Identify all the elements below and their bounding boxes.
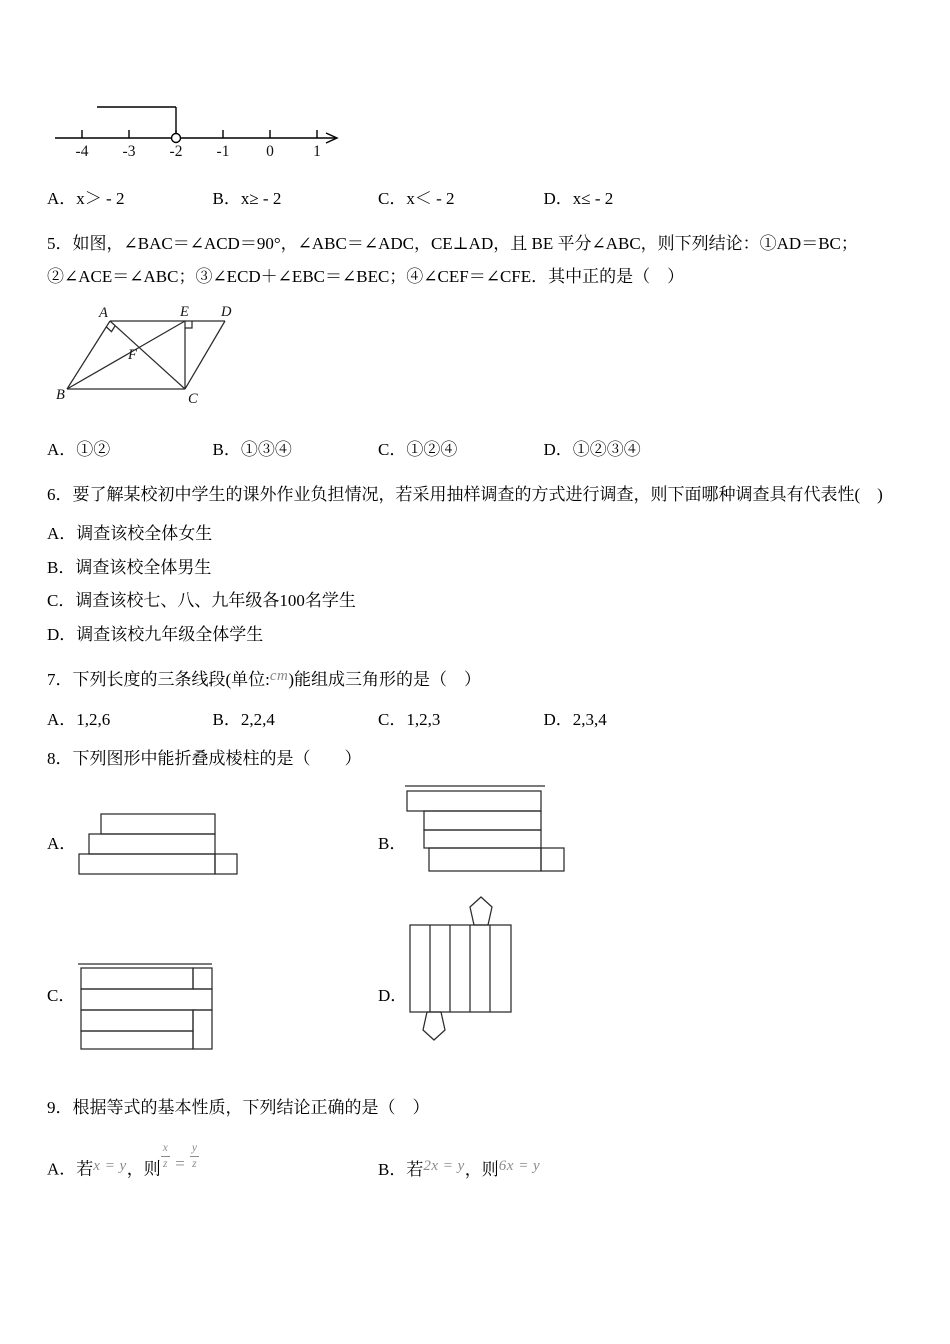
point-label-C: C [188,391,198,408]
fraction-numerator: x [161,1142,170,1157]
option-label: A．若 [47,1159,94,1179]
q9b-result: 6x = y [498,1157,541,1174]
q7-option-a [47,705,213,730]
q5-option-d [544,435,710,460]
q4-option-d [544,184,710,209]
q5-option-b [213,435,379,460]
option-text: 1,2,3 [406,709,441,729]
tick-label: -4 [75,143,89,160]
q9a-fraction-1 [161,1142,170,1170]
tick-label: -3 [122,143,136,160]
q9b-condition: 2x = y [423,1157,465,1174]
option-text: 调查该校全体男生 [75,557,212,577]
fraction-denominator: z [163,1157,168,1170]
q5-geometry-figure [55,299,285,409]
option-label: A． [47,189,77,208]
q9a-then: ，则 [126,1159,161,1179]
option-label: A． [47,709,77,729]
q9-option-a [47,1142,378,1180]
q6-options [47,517,910,651]
option-label: B． [212,709,241,729]
q6-option-c [47,584,910,618]
q8-option-label-b: B． [378,833,407,853]
q9-option-b [378,1155,540,1180]
option-label: B． [212,189,241,208]
q9a-equals: = [174,1153,186,1173]
option-label: B． [212,440,241,460]
tick-label: 1 [313,143,321,160]
q7-unit: cm [269,668,289,685]
option-label: D． [543,189,573,208]
q8-option-label-c: C． [47,985,76,1005]
q6-option-b [47,551,910,585]
tick-label: -1 [216,143,230,160]
q5-option-a [47,435,213,460]
q7-options-row [47,705,909,730]
option-label: C． [378,189,407,208]
q6-option-d [47,618,910,652]
q8-figure-d [408,895,518,1045]
q4-option-a [47,184,213,209]
q5-stem: 5．如图，∠BAC＝∠ACD＝90°，∠ABC＝∠ADC，CE⊥AD，且 BE 平分∠ABC，则下列结论：①AD＝BC；②∠ACE＝∠ABC；③∠ECD＋∠EBC＝∠BEC；④∠CEF＝∠CFE．其中正的是（ ） [47,234,858,287]
option-label: C． [378,709,407,729]
fraction-numerator: y [190,1142,199,1157]
option-label: A． [47,440,77,460]
option-text: 2,2,4 [240,709,275,729]
q7-stem-before: 7．下列长度的三条线段(单位: [47,670,270,690]
q4-option-b [213,184,379,209]
option-text: ①② [76,440,111,460]
option-text: 调查该校七、八、九年级各100名学生 [75,591,356,611]
q8-figure-b [405,785,570,873]
option-text: ①②④ [406,440,458,460]
option-label: D． [543,440,573,460]
q4-option-c [378,184,544,209]
option-text: ①③④ [240,440,292,460]
right-angle-mark [106,326,115,332]
q6-option-a [47,517,910,551]
fraction-denominator: z [192,1157,197,1170]
point-label-F: F [128,347,137,364]
option-text: 调查该校九年级全体学生 [76,624,264,644]
pentagon-top [470,897,492,925]
q7-option-d [544,705,710,730]
q7-stem-after: )能组成三角形的是（ ） [288,670,482,690]
q8-figure-c [78,963,218,1051]
q9b-then: ，则 [464,1159,499,1179]
q4-numberline-figure [47,96,347,160]
q9-stem: 9．根据等式的基本性质，下列结论正确的是（ ） [47,1097,430,1117]
option-label: D． [543,709,573,729]
point-label-B: B [56,387,65,404]
q9-options-row [47,1142,909,1180]
q8-figure-a [78,813,243,877]
q9a-fraction-2 [190,1142,199,1170]
option-text: x＜ - 2 [406,189,455,208]
option-text: 2,3,4 [572,709,607,729]
option-text: x≤ - 2 [572,189,614,208]
q8-option-label-a: A． [47,833,77,853]
q5-options-row [47,435,909,460]
option-label: D． [47,624,77,644]
q7-stem [47,663,909,696]
open-circle [172,134,181,143]
point-label-A: A [99,305,108,322]
option-label: B．若 [378,1159,424,1179]
option-label: B． [47,557,76,577]
point-label-D: D [221,304,232,321]
q8-stem: 8．下列图形中能折叠成棱柱的是（ ） [47,748,362,768]
q4-options-row [47,184,909,209]
q6-stem: 6．要了解某校初中学生的课外作业负担情况，若采用抽样调查的方式进行调查，则下面哪种调查具有代表性( ) [47,485,883,505]
q8-figures [47,785,909,1077]
option-text: ①②③④ [572,440,641,460]
option-text: x≥ - 2 [240,189,282,208]
q8-option-label-d: D． [378,985,408,1005]
q7-option-b [213,705,379,730]
option-text: 调查该校全体女生 [76,524,213,544]
tick-label: 0 [266,143,274,160]
tick-label: -2 [169,143,183,160]
q7-option-c [378,705,544,730]
pentagon-bottom [423,1012,445,1040]
q9a-condition: x = y [93,1157,127,1174]
option-label: C． [47,591,76,611]
q5-option-c [378,435,544,460]
right-angle-mark [185,321,192,328]
option-text: x＞ - 2 [76,189,125,208]
point-label-E: E [180,304,189,321]
option-text: 1,2,6 [76,709,111,729]
option-label: A． [47,524,77,544]
option-label: C． [378,440,407,460]
